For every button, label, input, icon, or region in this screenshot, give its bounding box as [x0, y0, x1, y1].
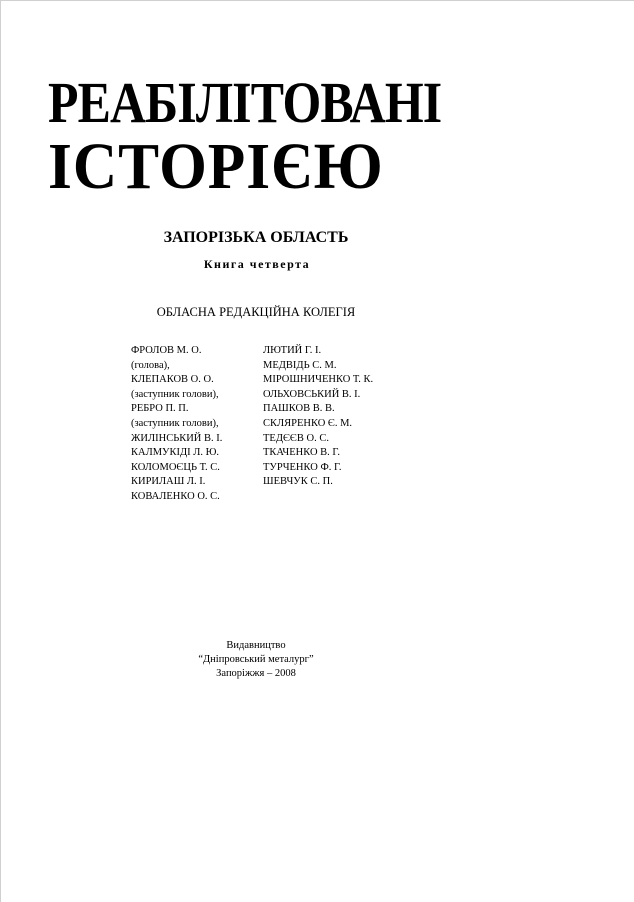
page-edge-left [0, 0, 1, 902]
board-member: КИРИЛАШ Л. І. [131, 476, 206, 488]
book-title-line-2: ІСТОРІЄЮ [48, 130, 384, 203]
publisher-label: Видавництво [226, 640, 286, 651]
board-member: ПАШКОВ В. В. [263, 403, 335, 415]
publisher-place-year: Запоріжжя – 2008 [216, 668, 296, 679]
board-member-role: (заступник голови), [131, 388, 219, 400]
board-member: КОВАЛЕНКО О. С. [131, 490, 220, 502]
page-edge-top [0, 0, 634, 1]
board-member: ТЕДЄЄВ О. С. [263, 432, 329, 444]
board-member: ТУРЧЕНКО Ф. Г. [263, 461, 342, 473]
board-member: ЖИЛІНСЬКИЙ В. І. [131, 432, 223, 444]
board-member-role: (заступник голови), [131, 417, 219, 429]
book-number: Книга четверта [203, 257, 311, 271]
board-member: КАЛМУКІДІ Л. Ю. [131, 447, 220, 459]
publisher-block [0, 639, 512, 681]
board-member: КЛЕПАКОВ О. О. [131, 374, 214, 386]
board-member-role: (голова), [131, 359, 170, 371]
book-title-line-1: РЕАБІЛІТОВАНІ [48, 70, 442, 135]
board-member: ЛЮТИЙ Г. І. [263, 345, 322, 356]
board-member: ОЛЬХОВСЬКИЙ В. І. [263, 388, 361, 400]
board-member: ШЕВЧУК С. П. [263, 476, 333, 488]
board-member: МІРОШНИЧЕНКО Т. К. [263, 374, 374, 386]
publisher-name: “Дніпровський металург” [198, 654, 314, 665]
board-member: МЕДВІДЬ С. М. [263, 359, 337, 371]
board-member: ТКАЧЕНКО В. Г. [263, 447, 340, 459]
editorial-board-title: ОБЛАСНА РЕДАКЦІЙНА КОЛЕГІЯ [156, 305, 356, 319]
editorial-board-left-column [131, 344, 222, 505]
region-heading: ЗАПОРІЗЬКА ОБЛАСТЬ [163, 229, 349, 246]
board-member: ФРОЛОВ М. О. [131, 345, 202, 356]
board-member: КОЛОМОЄЦЬ Т. С. [131, 461, 220, 473]
board-member: СКЛЯРЕНКО Є. М. [263, 417, 353, 429]
editorial-board-right-column [263, 344, 373, 490]
board-member: РЕБРО П. П. [131, 403, 189, 415]
